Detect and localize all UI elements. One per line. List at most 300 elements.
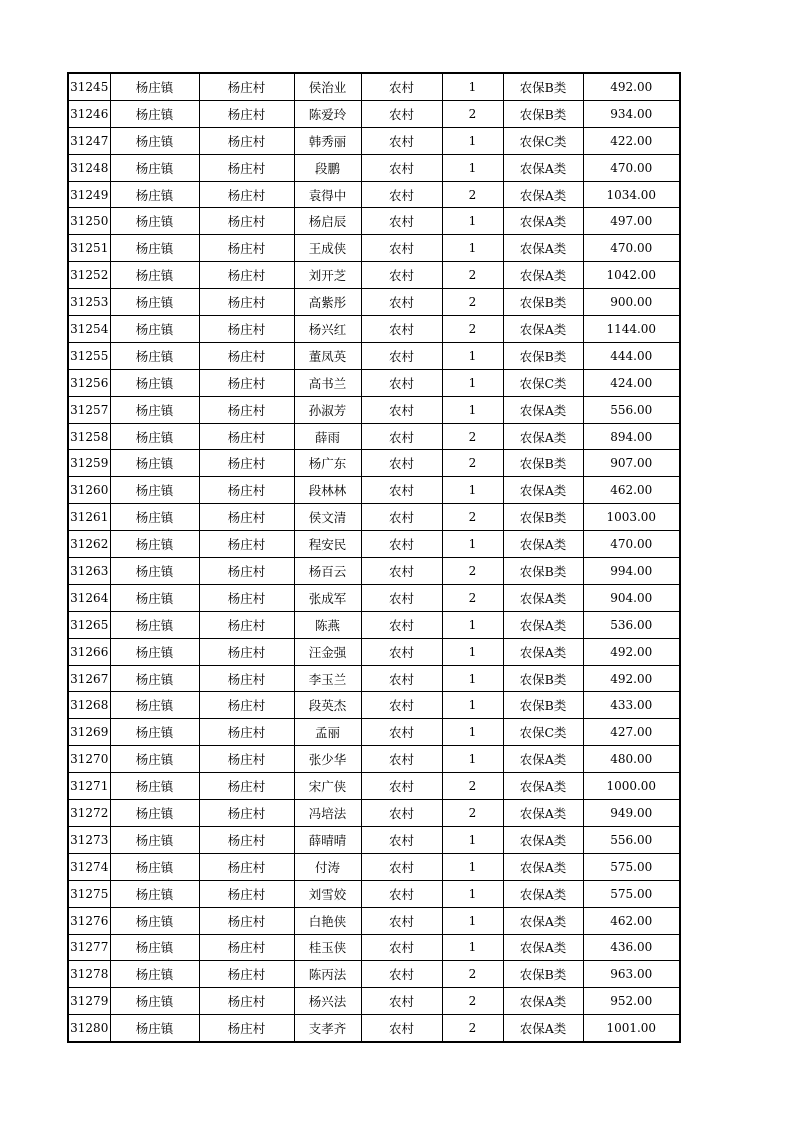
row-number-cell: 31263 bbox=[68, 558, 110, 585]
member-count-cell: 1 bbox=[442, 907, 503, 934]
member-count-cell: 1 bbox=[442, 638, 503, 665]
amount-cell: 470.00 bbox=[583, 235, 680, 262]
person-name-cell: 高紫彤 bbox=[294, 289, 361, 316]
amount-cell: 497.00 bbox=[583, 208, 680, 235]
amount-cell: 1042.00 bbox=[583, 262, 680, 289]
household-type-cell: 农村 bbox=[361, 369, 442, 396]
village-name-cell: 杨庄村 bbox=[199, 208, 294, 235]
table-row bbox=[68, 826, 680, 853]
row-number-cell: 31269 bbox=[68, 719, 110, 746]
village-name-cell: 杨庄村 bbox=[199, 235, 294, 262]
table-row bbox=[68, 880, 680, 907]
village-name-cell: 杨庄村 bbox=[199, 558, 294, 585]
household-type-cell: 农村 bbox=[361, 880, 442, 907]
row-number-cell: 31246 bbox=[68, 100, 110, 127]
insurance-category-cell: 农保A类 bbox=[503, 853, 583, 880]
row-number-cell: 31249 bbox=[68, 181, 110, 208]
household-type-cell: 农村 bbox=[361, 800, 442, 827]
amount-cell: 462.00 bbox=[583, 477, 680, 504]
member-count-cell: 1 bbox=[442, 127, 503, 154]
town-name-cell: 杨庄镇 bbox=[110, 826, 199, 853]
table-row bbox=[68, 100, 680, 127]
person-name-cell: 袁得中 bbox=[294, 181, 361, 208]
household-type-cell: 农村 bbox=[361, 73, 442, 100]
household-type-cell: 农村 bbox=[361, 208, 442, 235]
town-name-cell: 杨庄镇 bbox=[110, 1015, 199, 1042]
insurance-category-cell: 农保B类 bbox=[503, 504, 583, 531]
insurance-category-cell: 农保A类 bbox=[503, 235, 583, 262]
person-name-cell: 孙淑芳 bbox=[294, 396, 361, 423]
amount-cell: 900.00 bbox=[583, 289, 680, 316]
table-row bbox=[68, 181, 680, 208]
town-name-cell: 杨庄镇 bbox=[110, 531, 199, 558]
town-name-cell: 杨庄镇 bbox=[110, 638, 199, 665]
amount-cell: 480.00 bbox=[583, 746, 680, 773]
village-name-cell: 杨庄村 bbox=[199, 342, 294, 369]
table-row bbox=[68, 477, 680, 504]
insurance-category-cell: 农保B类 bbox=[503, 665, 583, 692]
town-name-cell: 杨庄镇 bbox=[110, 880, 199, 907]
insurance-category-cell: 农保A类 bbox=[503, 208, 583, 235]
member-count-cell: 1 bbox=[442, 934, 503, 961]
amount-cell: 575.00 bbox=[583, 853, 680, 880]
table-row bbox=[68, 369, 680, 396]
person-name-cell: 白艳侠 bbox=[294, 907, 361, 934]
member-count-cell: 1 bbox=[442, 531, 503, 558]
household-type-cell: 农村 bbox=[361, 1015, 442, 1042]
row-number-cell: 31277 bbox=[68, 934, 110, 961]
person-name-cell: 冯培法 bbox=[294, 800, 361, 827]
member-count-cell: 2 bbox=[442, 584, 503, 611]
row-number-cell: 31267 bbox=[68, 665, 110, 692]
insurance-category-cell: 农保A类 bbox=[503, 638, 583, 665]
member-count-cell: 1 bbox=[442, 477, 503, 504]
household-type-cell: 农村 bbox=[361, 719, 442, 746]
table-row bbox=[68, 988, 680, 1015]
town-name-cell: 杨庄镇 bbox=[110, 154, 199, 181]
village-name-cell: 杨庄村 bbox=[199, 127, 294, 154]
amount-cell: 556.00 bbox=[583, 826, 680, 853]
town-name-cell: 杨庄镇 bbox=[110, 450, 199, 477]
row-number-cell: 31258 bbox=[68, 423, 110, 450]
person-name-cell: 刘开芝 bbox=[294, 262, 361, 289]
member-count-cell: 1 bbox=[442, 853, 503, 880]
insurance-category-cell: 农保B类 bbox=[503, 73, 583, 100]
amount-cell: 556.00 bbox=[583, 396, 680, 423]
row-number-cell: 31268 bbox=[68, 692, 110, 719]
row-number-cell: 31270 bbox=[68, 746, 110, 773]
village-name-cell: 杨庄村 bbox=[199, 800, 294, 827]
insurance-category-cell: 农保A类 bbox=[503, 988, 583, 1015]
household-type-cell: 农村 bbox=[361, 692, 442, 719]
village-name-cell: 杨庄村 bbox=[199, 181, 294, 208]
insurance-category-cell: 农保A类 bbox=[503, 1015, 583, 1042]
household-type-cell: 农村 bbox=[361, 853, 442, 880]
town-name-cell: 杨庄镇 bbox=[110, 692, 199, 719]
row-number-cell: 31261 bbox=[68, 504, 110, 531]
amount-cell: 470.00 bbox=[583, 154, 680, 181]
insurance-category-cell: 农保B类 bbox=[503, 450, 583, 477]
amount-cell: 904.00 bbox=[583, 584, 680, 611]
person-name-cell: 陈爱玲 bbox=[294, 100, 361, 127]
household-type-cell: 农村 bbox=[361, 746, 442, 773]
member-count-cell: 1 bbox=[442, 611, 503, 638]
insurance-category-cell: 农保A类 bbox=[503, 396, 583, 423]
person-name-cell: 支孝齐 bbox=[294, 1015, 361, 1042]
insurance-category-cell: 农保A类 bbox=[503, 531, 583, 558]
person-name-cell: 高书兰 bbox=[294, 369, 361, 396]
household-type-cell: 农村 bbox=[361, 477, 442, 504]
village-name-cell: 杨庄村 bbox=[199, 504, 294, 531]
village-name-cell: 杨庄村 bbox=[199, 289, 294, 316]
person-name-cell: 李玉兰 bbox=[294, 665, 361, 692]
amount-cell: 433.00 bbox=[583, 692, 680, 719]
table-row bbox=[68, 719, 680, 746]
town-name-cell: 杨庄镇 bbox=[110, 73, 199, 100]
amount-cell: 994.00 bbox=[583, 558, 680, 585]
town-name-cell: 杨庄镇 bbox=[110, 369, 199, 396]
village-name-cell: 杨庄村 bbox=[199, 988, 294, 1015]
person-name-cell: 张成军 bbox=[294, 584, 361, 611]
village-name-cell: 杨庄村 bbox=[199, 961, 294, 988]
household-type-cell: 农村 bbox=[361, 262, 442, 289]
row-number-cell: 31254 bbox=[68, 316, 110, 343]
row-number-cell: 31260 bbox=[68, 477, 110, 504]
member-count-cell: 2 bbox=[442, 262, 503, 289]
table-row bbox=[68, 154, 680, 181]
person-name-cell: 杨广东 bbox=[294, 450, 361, 477]
village-name-cell: 杨庄村 bbox=[199, 907, 294, 934]
member-count-cell: 2 bbox=[442, 100, 503, 127]
insurance-category-cell: 农保B类 bbox=[503, 100, 583, 127]
town-name-cell: 杨庄镇 bbox=[110, 907, 199, 934]
person-name-cell: 杨兴红 bbox=[294, 316, 361, 343]
insurance-category-cell: 农保A类 bbox=[503, 316, 583, 343]
member-count-cell: 1 bbox=[442, 746, 503, 773]
amount-cell: 492.00 bbox=[583, 665, 680, 692]
town-name-cell: 杨庄镇 bbox=[110, 316, 199, 343]
person-name-cell: 程安民 bbox=[294, 531, 361, 558]
insurance-category-cell: 农保B类 bbox=[503, 289, 583, 316]
row-number-cell: 31259 bbox=[68, 450, 110, 477]
household-type-cell: 农村 bbox=[361, 289, 442, 316]
town-name-cell: 杨庄镇 bbox=[110, 611, 199, 638]
town-name-cell: 杨庄镇 bbox=[110, 800, 199, 827]
town-name-cell: 杨庄镇 bbox=[110, 558, 199, 585]
amount-cell: 894.00 bbox=[583, 423, 680, 450]
amount-cell: 536.00 bbox=[583, 611, 680, 638]
town-name-cell: 杨庄镇 bbox=[110, 235, 199, 262]
town-name-cell: 杨庄镇 bbox=[110, 396, 199, 423]
document-page bbox=[67, 72, 679, 1043]
table-row bbox=[68, 531, 680, 558]
amount-cell: 427.00 bbox=[583, 719, 680, 746]
amount-cell: 492.00 bbox=[583, 638, 680, 665]
village-name-cell: 杨庄村 bbox=[199, 100, 294, 127]
village-name-cell: 杨庄村 bbox=[199, 369, 294, 396]
person-name-cell: 桂玉侠 bbox=[294, 934, 361, 961]
town-name-cell: 杨庄镇 bbox=[110, 127, 199, 154]
amount-cell: 1034.00 bbox=[583, 181, 680, 208]
insurance-category-cell: 农保A类 bbox=[503, 934, 583, 961]
amount-cell: 422.00 bbox=[583, 127, 680, 154]
household-type-cell: 农村 bbox=[361, 504, 442, 531]
amount-cell: 575.00 bbox=[583, 880, 680, 907]
village-name-cell: 杨庄村 bbox=[199, 531, 294, 558]
person-name-cell: 侯治业 bbox=[294, 73, 361, 100]
household-type-cell: 农村 bbox=[361, 423, 442, 450]
member-count-cell: 2 bbox=[442, 1015, 503, 1042]
household-type-cell: 农村 bbox=[361, 907, 442, 934]
household-type-cell: 农村 bbox=[361, 100, 442, 127]
person-name-cell: 孟丽 bbox=[294, 719, 361, 746]
amount-cell: 952.00 bbox=[583, 988, 680, 1015]
town-name-cell: 杨庄镇 bbox=[110, 746, 199, 773]
member-count-cell: 1 bbox=[442, 826, 503, 853]
insurance-category-cell: 农保C类 bbox=[503, 127, 583, 154]
row-number-cell: 31278 bbox=[68, 961, 110, 988]
row-number-cell: 31262 bbox=[68, 531, 110, 558]
village-name-cell: 杨庄村 bbox=[199, 262, 294, 289]
row-number-cell: 31256 bbox=[68, 369, 110, 396]
household-type-cell: 农村 bbox=[361, 961, 442, 988]
amount-cell: 444.00 bbox=[583, 342, 680, 369]
person-name-cell: 陈丙法 bbox=[294, 961, 361, 988]
person-name-cell: 薛晴晴 bbox=[294, 826, 361, 853]
village-name-cell: 杨庄村 bbox=[199, 477, 294, 504]
member-count-cell: 1 bbox=[442, 665, 503, 692]
person-name-cell: 董凤英 bbox=[294, 342, 361, 369]
member-count-cell: 2 bbox=[442, 988, 503, 1015]
village-name-cell: 杨庄村 bbox=[199, 316, 294, 343]
insurance-category-cell: 农保C类 bbox=[503, 719, 583, 746]
village-name-cell: 杨庄村 bbox=[199, 880, 294, 907]
table-row bbox=[68, 396, 680, 423]
table-row bbox=[68, 342, 680, 369]
member-count-cell: 2 bbox=[442, 961, 503, 988]
amount-cell: 492.00 bbox=[583, 73, 680, 100]
town-name-cell: 杨庄镇 bbox=[110, 719, 199, 746]
table-row bbox=[68, 450, 680, 477]
village-name-cell: 杨庄村 bbox=[199, 638, 294, 665]
table-body bbox=[68, 73, 680, 1042]
village-name-cell: 杨庄村 bbox=[199, 826, 294, 853]
person-name-cell: 王成侠 bbox=[294, 235, 361, 262]
table-row bbox=[68, 1015, 680, 1042]
data-table bbox=[67, 72, 681, 1043]
row-number-cell: 31276 bbox=[68, 907, 110, 934]
town-name-cell: 杨庄镇 bbox=[110, 988, 199, 1015]
table-row bbox=[68, 638, 680, 665]
village-name-cell: 杨庄村 bbox=[199, 1015, 294, 1042]
table-row bbox=[68, 316, 680, 343]
row-number-cell: 31280 bbox=[68, 1015, 110, 1042]
table-row bbox=[68, 208, 680, 235]
member-count-cell: 2 bbox=[442, 800, 503, 827]
member-count-cell: 2 bbox=[442, 504, 503, 531]
village-name-cell: 杨庄村 bbox=[199, 934, 294, 961]
member-count-cell: 2 bbox=[442, 450, 503, 477]
table-row bbox=[68, 773, 680, 800]
table-row bbox=[68, 961, 680, 988]
person-name-cell: 韩秀丽 bbox=[294, 127, 361, 154]
table-row bbox=[68, 584, 680, 611]
household-type-cell: 农村 bbox=[361, 773, 442, 800]
person-name-cell: 杨启辰 bbox=[294, 208, 361, 235]
household-type-cell: 农村 bbox=[361, 342, 442, 369]
town-name-cell: 杨庄镇 bbox=[110, 961, 199, 988]
town-name-cell: 杨庄镇 bbox=[110, 853, 199, 880]
row-number-cell: 31245 bbox=[68, 73, 110, 100]
table-row bbox=[68, 907, 680, 934]
table-row bbox=[68, 127, 680, 154]
member-count-cell: 1 bbox=[442, 719, 503, 746]
town-name-cell: 杨庄镇 bbox=[110, 665, 199, 692]
village-name-cell: 杨庄村 bbox=[199, 719, 294, 746]
member-count-cell: 2 bbox=[442, 423, 503, 450]
household-type-cell: 农村 bbox=[361, 531, 442, 558]
row-number-cell: 31273 bbox=[68, 826, 110, 853]
row-number-cell: 31257 bbox=[68, 396, 110, 423]
row-number-cell: 31252 bbox=[68, 262, 110, 289]
member-count-cell: 2 bbox=[442, 773, 503, 800]
insurance-category-cell: 农保A类 bbox=[503, 423, 583, 450]
insurance-category-cell: 农保B类 bbox=[503, 692, 583, 719]
member-count-cell: 1 bbox=[442, 235, 503, 262]
village-name-cell: 杨庄村 bbox=[199, 396, 294, 423]
village-name-cell: 杨庄村 bbox=[199, 853, 294, 880]
insurance-category-cell: 农保A类 bbox=[503, 907, 583, 934]
household-type-cell: 农村 bbox=[361, 154, 442, 181]
member-count-cell: 1 bbox=[442, 208, 503, 235]
amount-cell: 1000.00 bbox=[583, 773, 680, 800]
table-row bbox=[68, 558, 680, 585]
town-name-cell: 杨庄镇 bbox=[110, 262, 199, 289]
table-row bbox=[68, 423, 680, 450]
village-name-cell: 杨庄村 bbox=[199, 423, 294, 450]
member-count-cell: 2 bbox=[442, 289, 503, 316]
table-row bbox=[68, 611, 680, 638]
person-name-cell: 段林林 bbox=[294, 477, 361, 504]
table-row bbox=[68, 289, 680, 316]
row-number-cell: 31272 bbox=[68, 800, 110, 827]
town-name-cell: 杨庄镇 bbox=[110, 289, 199, 316]
row-number-cell: 31274 bbox=[68, 853, 110, 880]
insurance-category-cell: 农保A类 bbox=[503, 746, 583, 773]
household-type-cell: 农村 bbox=[361, 988, 442, 1015]
person-name-cell: 宋广侠 bbox=[294, 773, 361, 800]
household-type-cell: 农村 bbox=[361, 665, 442, 692]
insurance-category-cell: 农保B类 bbox=[503, 961, 583, 988]
amount-cell: 907.00 bbox=[583, 450, 680, 477]
household-type-cell: 农村 bbox=[361, 316, 442, 343]
insurance-category-cell: 农保A类 bbox=[503, 880, 583, 907]
row-number-cell: 31271 bbox=[68, 773, 110, 800]
insurance-category-cell: 农保A类 bbox=[503, 584, 583, 611]
household-type-cell: 农村 bbox=[361, 558, 442, 585]
insurance-category-cell: 农保A类 bbox=[503, 262, 583, 289]
insurance-category-cell: 农保A类 bbox=[503, 773, 583, 800]
table-row bbox=[68, 262, 680, 289]
village-name-cell: 杨庄村 bbox=[199, 584, 294, 611]
town-name-cell: 杨庄镇 bbox=[110, 423, 199, 450]
row-number-cell: 31279 bbox=[68, 988, 110, 1015]
insurance-category-cell: 农保B类 bbox=[503, 342, 583, 369]
household-type-cell: 农村 bbox=[361, 450, 442, 477]
member-count-cell: 1 bbox=[442, 692, 503, 719]
person-name-cell: 汪金强 bbox=[294, 638, 361, 665]
town-name-cell: 杨庄镇 bbox=[110, 584, 199, 611]
household-type-cell: 农村 bbox=[361, 934, 442, 961]
household-type-cell: 农村 bbox=[361, 127, 442, 154]
table-row bbox=[68, 746, 680, 773]
village-name-cell: 杨庄村 bbox=[199, 746, 294, 773]
household-type-cell: 农村 bbox=[361, 181, 442, 208]
person-name-cell: 段鹏 bbox=[294, 154, 361, 181]
person-name-cell: 张少华 bbox=[294, 746, 361, 773]
village-name-cell: 杨庄村 bbox=[199, 450, 294, 477]
member-count-cell: 2 bbox=[442, 316, 503, 343]
row-number-cell: 31255 bbox=[68, 342, 110, 369]
table-row bbox=[68, 692, 680, 719]
table-row bbox=[68, 235, 680, 262]
row-number-cell: 31248 bbox=[68, 154, 110, 181]
row-number-cell: 31251 bbox=[68, 235, 110, 262]
amount-cell: 462.00 bbox=[583, 907, 680, 934]
town-name-cell: 杨庄镇 bbox=[110, 100, 199, 127]
row-number-cell: 31247 bbox=[68, 127, 110, 154]
amount-cell: 949.00 bbox=[583, 800, 680, 827]
amount-cell: 934.00 bbox=[583, 100, 680, 127]
insurance-category-cell: 农保C类 bbox=[503, 369, 583, 396]
member-count-cell: 2 bbox=[442, 558, 503, 585]
insurance-category-cell: 农保B类 bbox=[503, 558, 583, 585]
row-number-cell: 31265 bbox=[68, 611, 110, 638]
town-name-cell: 杨庄镇 bbox=[110, 504, 199, 531]
household-type-cell: 农村 bbox=[361, 611, 442, 638]
amount-cell: 963.00 bbox=[583, 961, 680, 988]
person-name-cell: 杨百云 bbox=[294, 558, 361, 585]
insurance-category-cell: 农保A类 bbox=[503, 611, 583, 638]
household-type-cell: 农村 bbox=[361, 584, 442, 611]
insurance-category-cell: 农保A类 bbox=[503, 477, 583, 504]
amount-cell: 1003.00 bbox=[583, 504, 680, 531]
person-name-cell: 杨兴法 bbox=[294, 988, 361, 1015]
village-name-cell: 杨庄村 bbox=[199, 773, 294, 800]
row-number-cell: 31264 bbox=[68, 584, 110, 611]
person-name-cell: 陈燕 bbox=[294, 611, 361, 638]
member-count-cell: 1 bbox=[442, 342, 503, 369]
town-name-cell: 杨庄镇 bbox=[110, 181, 199, 208]
member-count-cell: 1 bbox=[442, 73, 503, 100]
household-type-cell: 农村 bbox=[361, 396, 442, 423]
table-row bbox=[68, 934, 680, 961]
row-number-cell: 31253 bbox=[68, 289, 110, 316]
row-number-cell: 31250 bbox=[68, 208, 110, 235]
table-row bbox=[68, 665, 680, 692]
town-name-cell: 杨庄镇 bbox=[110, 773, 199, 800]
person-name-cell: 侯文清 bbox=[294, 504, 361, 531]
insurance-category-cell: 农保A类 bbox=[503, 800, 583, 827]
person-name-cell: 段英杰 bbox=[294, 692, 361, 719]
person-name-cell: 付涛 bbox=[294, 853, 361, 880]
amount-cell: 1001.00 bbox=[583, 1015, 680, 1042]
table-row bbox=[68, 504, 680, 531]
member-count-cell: 1 bbox=[442, 396, 503, 423]
village-name-cell: 杨庄村 bbox=[199, 692, 294, 719]
member-count-cell: 1 bbox=[442, 880, 503, 907]
town-name-cell: 杨庄镇 bbox=[110, 208, 199, 235]
